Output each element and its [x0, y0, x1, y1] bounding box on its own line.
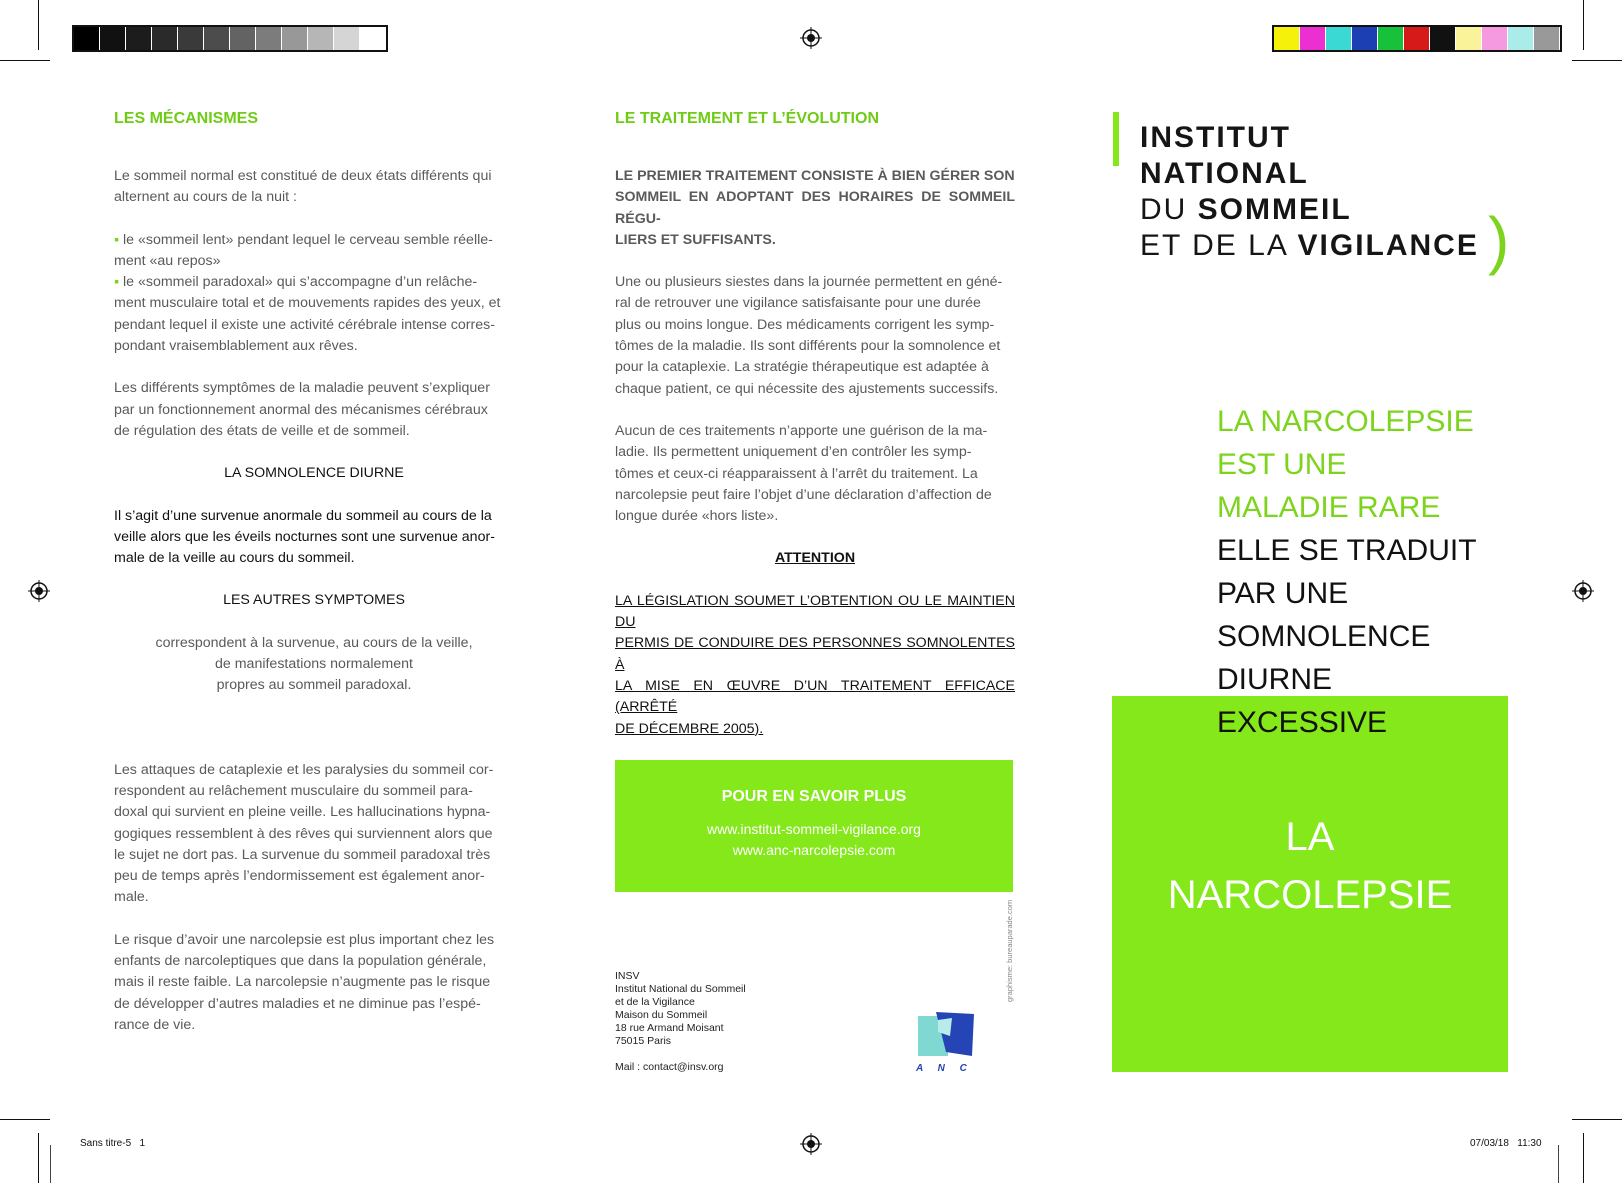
slug-filename: Sans titre-5 1 [80, 1138, 146, 1149]
risque-paragraph: Le risque d’avoir une narcolepsie est plus important chez les enfants de narcoleptiques que dans la population générale, mais il reste faible. La narcolepsie n’augmente pas le risque de développer d’autres maladies et ne diminue pas l’espé- rance de vie. [114, 931, 495, 1033]
registration-mark-icon [1572, 580, 1594, 602]
crop-mark [0, 1119, 50, 1120]
info-box-title: POUR EN SAVOIR PLUS [721, 788, 907, 805]
crop-mark [1572, 1119, 1622, 1120]
crop-mark [0, 60, 50, 61]
grayscale-color-bar [72, 25, 388, 52]
intro-paragraph: Le sommeil normal est constitué de deux états différents qui alternent au cours de la nuit : [114, 168, 492, 206]
website-link[interactable]: www.institut-sommeil-vigilance.org [707, 821, 921, 837]
logo-parenthesis: ) [1488, 204, 1510, 276]
bullet-list: ▪ le «sommeil lent» pendant lequel le cerveau semble réelle- ment «au repos» ▪ le «sommeil paradoxal» qui s’accompagne d’un relâche- ment musculaire total et de mouvements rapides des yeux, et pendant lequel il existe une activité cérébrale intense corres- pondant vraisemblablement aux rêves. [114, 230, 514, 358]
legislation-warning: LA LÉGISLATION SOUMET L’OBTENTION OU LE MAINTIEN DU PERMIS DE CONDUIRE DES PERSONNES SOMNOLENTES À LA MISE EN ŒUVRE D’UN TRAITEMENT EFFICACE (ARRÊTÉ DE DÉCEMBRE 2005). [615, 592, 1015, 737]
registration-mark-icon [800, 1133, 822, 1155]
section-heading-mecanismes: LES MÉCANISMES [114, 110, 259, 127]
registration-mark-icon [28, 580, 50, 602]
cover-title: LA NARCOLEPSIE [1167, 815, 1453, 917]
symptoms-paragraph: Les différents symptômes de la maladie peuvent s’expliquer par un fonctionnement anormal des mécanismes cérébraux de régulation des états de veille et de sommeil. [114, 380, 490, 439]
cataplexie-paragraph: Les attaques de cataplexie et les paralysies du sommeil cor- respondent au relâchement musculaire du sommeil para- doxal qui survient en pleine veille. Les hallucinations hypna- gogiques ressemblent à des rêves qui surviennent alors que le sujet ne dort pas. La survenue du sommeil paradoxal très peu de temps après l’endormissement est également anor- male. [114, 761, 494, 906]
graphic-credit: graphisme: bureauparade.com [1005, 899, 1014, 1002]
somnolence-paragraph: Il s’agit d’une survenue anormale du sommeil au cours de la veille alors que les éveils nocturnes sont une survenue anor- male de la veille au cours du sommeil. [114, 507, 495, 567]
subheading-somnolence: LA SOMNOLENCE DIURNE [224, 465, 404, 482]
crop-mark [1583, 0, 1584, 50]
crop-mark [38, 1133, 39, 1183]
crop-mark [1583, 1133, 1584, 1183]
bleed-line [1558, 1145, 1559, 1183]
address-block: INSV Institut National du Sommeil et de la Vigilance Maison du Sommeil 18 rue Armand Moisant 75015 Paris Mail : contact@insv.org [615, 970, 815, 1074]
subheading-autres-symptomes: LES AUTRES SYMPTOMES [223, 592, 405, 609]
info-box [615, 760, 1013, 892]
anc-logo-text: A N C [916, 1063, 973, 1074]
treatment-lead: LE PREMIER TRAITEMENT CONSISTE À BIEN GÉRER SON SOMMEIL EN ADOPTANT DES HORAIRES DE SOMMEIL RÉGU- LIERS ET SUFFISANTS. [615, 168, 1015, 248]
list-item: ▪ le «sommeil lent» pendant lequel le cerveau semble réelle- [114, 231, 493, 248]
siestes-paragraph: Une ou plusieurs siestes dans la journée permettent en géné- ral de retrouver une vigilance satisfaisante pour une durée plus ou moins longue. Des médicaments corrigent les symp- tômes de la maladie. Ils sont différents pour la somnolence et pour la cataplexie. La stratégie thérapeutique est adaptée à chaque patient, ce qui nécessite des ajustements successifs. [615, 274, 1003, 397]
cover-tagline: LA NARCOLEPSIE EST UNE MALADIE RARE ELLE SE TRADUIT PAR UNE SOMNOLENCE DIURNE EXCESSIVE [1217, 405, 1477, 739]
anc-logo [916, 1010, 978, 1072]
attention-heading: ATTENTION [774, 550, 856, 567]
process-color-bar [1272, 25, 1562, 52]
logo-accent-bar [1113, 112, 1119, 166]
section-heading-traitement: LE TRAITEMENT ET L’ÉVOLUTION [615, 110, 879, 127]
green-quote: correspondent à la survenue, au cours de la veille, de manifestations normalement propres au sommeil paradoxal. [155, 634, 473, 694]
bleed-line [50, 1145, 51, 1183]
slug-timestamp: 07/03/18 11:30 [1470, 1138, 1542, 1149]
middle-column [615, 110, 1015, 740]
list-item: ▪ le «sommeil paradoxal» qui s’accompagne d’un relâche- [114, 274, 478, 291]
crop-mark [1572, 60, 1622, 61]
anc-logo-icon [916, 1010, 978, 1060]
contact-email[interactable]: Mail : contact@insv.org [615, 1061, 724, 1073]
left-column [114, 110, 514, 1036]
registration-mark-icon [800, 27, 822, 49]
insv-logo: INSTITUT NATIONAL DU SOMMEIL ET DE LA VIGILANCE [1140, 121, 1479, 262]
website-link[interactable]: www.anc-narcolepsie.com [732, 842, 896, 858]
guerison-paragraph: Aucun de ces traitements n’apporte une guérison de la ma- ladie. Ils permettent uniquement d’en contrôler les symp- tômes et ceux-ci réapparaissent à l’arrêt du traitement. La narcolepsie peut faire l’objet d’une déclaration d’affection de longue durée «hors liste». [615, 422, 992, 525]
crop-mark [38, 0, 39, 50]
